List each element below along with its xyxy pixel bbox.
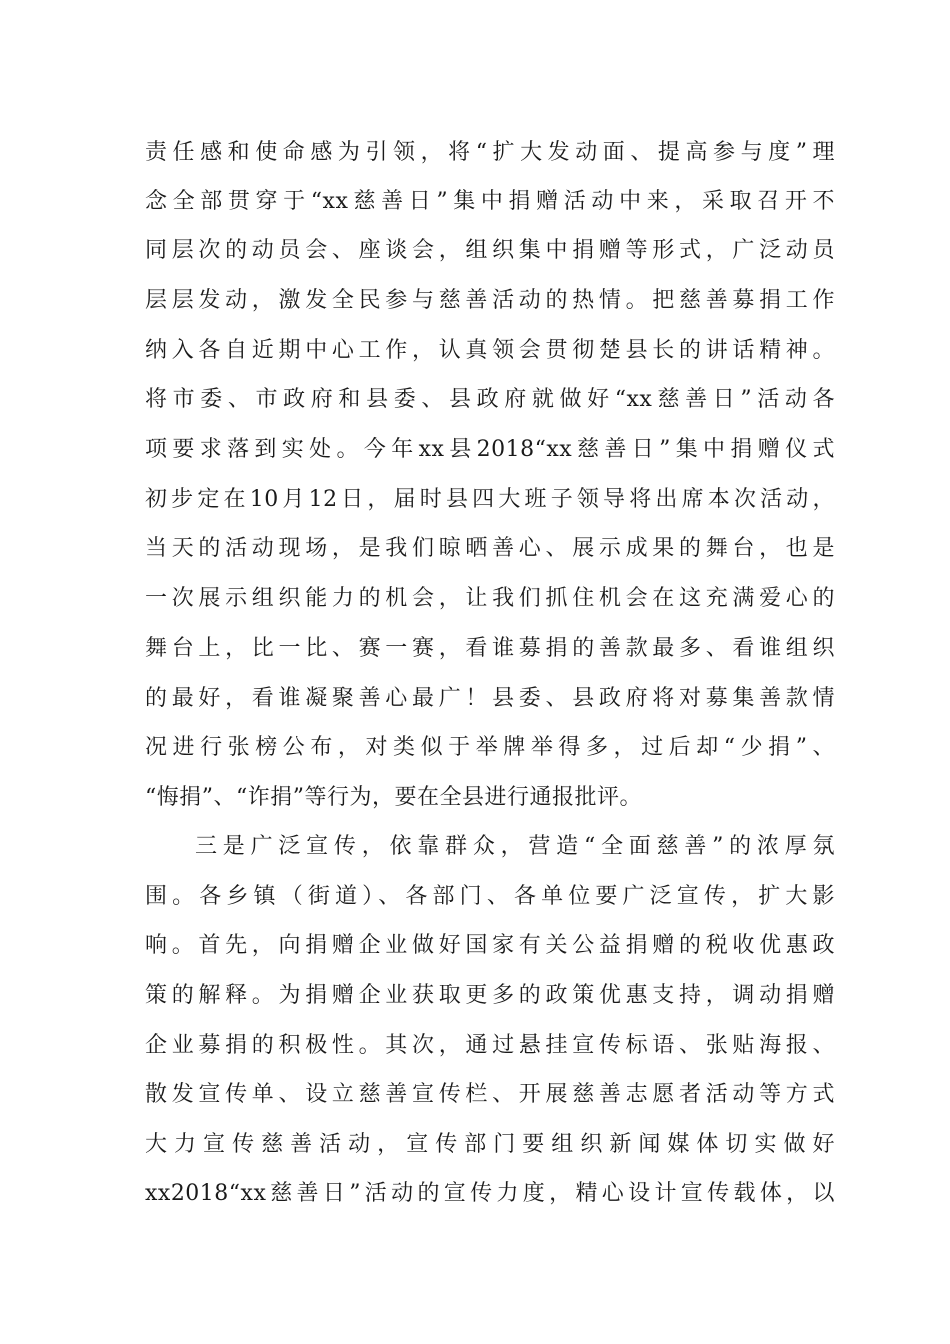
text-line: 将市委、市政府和县委、县政府就做好“xx慈善日”活动各 [145, 387, 835, 412]
text-line: 三是广泛宣传，依靠群众，营造“全面慈善”的浓厚氛 [195, 834, 835, 859]
text-line: 散发宣传单、设立慈善宣传栏、开展慈善志愿者活动等方式 [145, 1082, 835, 1107]
text-line: 策的解释。为捐赠企业获取更多的政策优惠支持，调动捐赠 [145, 983, 835, 1008]
text-line: “悔捐”、“诈捐”等行为，要在全县进行通报批评。 [145, 785, 642, 810]
text-line: 响。首先，向捐赠企业做好国家有关公益捐赠的税收优惠政 [145, 933, 835, 958]
text-line: xx2018“xx慈善日”活动的宣传力度，精心设计宣传载体，以 [145, 1181, 835, 1206]
text-line: 的最好，看谁凝聚善心最广！县委、县政府将对募集善款情 [145, 686, 835, 711]
text-line: 纳入各自近期中心工作，认真领会贯彻楚县长的讲话精神。 [145, 338, 835, 363]
text-line: 舞台上，比一比、赛一赛，看谁募捐的善款最多、看谁组织 [145, 636, 835, 661]
text-line: 责任感和使命感为引领，将“扩大发动面、提高参与度”理 [145, 140, 835, 165]
text-line: 当天的活动现场，是我们晾晒善心、展示成果的舞台，也是 [145, 536, 835, 561]
text-line: 层层发动，激发全民参与慈善活动的热情。把慈善募捐工作 [145, 288, 835, 313]
text-line: 念全部贯穿于“xx慈善日”集中捐赠活动中来，采取召开不 [145, 189, 835, 214]
text-line: 况进行张榜公布，对类似于举牌举得多，过后却“少捐”、 [145, 735, 835, 760]
text-line: 围。各乡镇（街道）、各部门、各单位要广泛宣传，扩大影 [145, 884, 835, 909]
text-line: 企业募捐的积极性。其次，通过悬挂宣传标语、张贴海报、 [145, 1033, 835, 1058]
text-line: 一次展示组织能力的机会，让我们抓住机会在这充满爱心的 [145, 586, 835, 611]
text-line: 大力宣传慈善活动，宣传部门要组织新闻媒体切实做好 [145, 1132, 835, 1157]
text-line: 同层次的动员会、座谈会，组织集中捐赠等形式，广泛动员 [145, 238, 835, 263]
text-line: 项要求落到实处。今年xx县2018“xx慈善日”集中捐赠仪式 [145, 437, 835, 462]
text-line: 初步定在10月12日，届时县四大班子领导将出席本次活动， [145, 487, 835, 512]
